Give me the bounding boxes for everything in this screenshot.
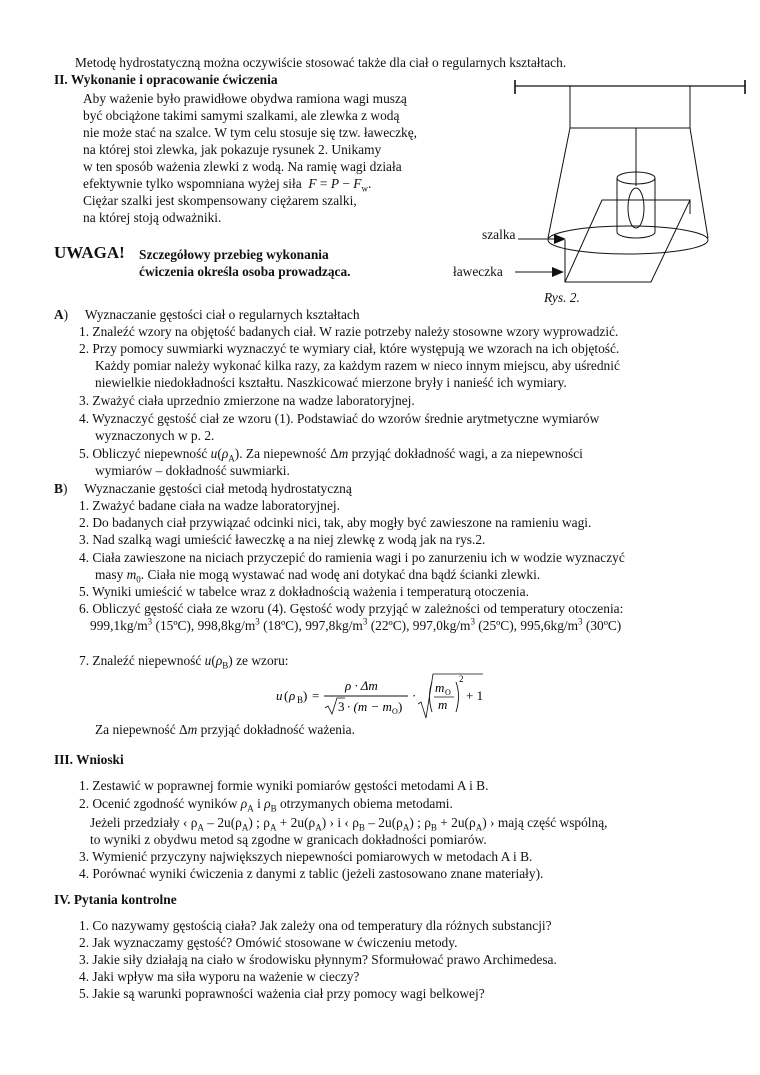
section-b-item: 5. Wyniki umieścić w tabelce wraz z dokładnością ważenia i temperaturą otoczenia. [79, 584, 529, 599]
section-2-line: na której stoją odważniki. [83, 210, 222, 225]
water-densities: $999,1kg/m^3$ (15ºC), $998,8kg/m^3$ (18ºC), $997,8kg/m^3$ (22ºC), $997,0kg/m^3$ (25ºC), $995,6kg/m^3$ (30ºC) [90, 616, 622, 633]
formula-den-sub: O [392, 707, 398, 716]
force-F: F [308, 176, 317, 191]
section-3-item: 1. Zestawić w poprawnej formie wyniki pomiarów gęstości metodami A i B. [79, 778, 489, 793]
section-3-intervals: Jeżeli przedziały ‹ $\rho_A - 2u(\rho_A)$ ; $\rho_A + 2u(\rho_A)$ › i ‹ $\rho_B - 2u(\rho_A)$ ; $\rho_B + 2u(\rho_A)$ › mają część wspólną, [90, 815, 608, 833]
formula-numerator: ρ · Δm [345, 678, 378, 693]
figure-label-szalka: szalka [482, 227, 516, 242]
section-3-heading: III. Wnioski [54, 752, 124, 767]
force-P: P [330, 176, 339, 191]
section-3-item-2-cont: to wyniki z obydwu metod są zgodne w granicach dokładności pomiarów. [90, 832, 487, 847]
section-b-item: 2. Do badanych ciał przywiązać odcinki nici, tak, aby mogły być zawieszone na ramieniu wagi. [79, 515, 592, 530]
section-a-item-5-cont: wymiarów – dokładność suwmiarki. [95, 463, 290, 478]
section-a-item: Każdy pomiar należy wykonać kilka razy, za każdym razem w nieco innym miejscu, aby uśrednić [95, 358, 620, 373]
section-a-item: 3. Zważyć ciała uprzednio zmierzone na wadze laboratoryjnej. [79, 393, 415, 408]
section-2-force-line: efektywnie tylko wspomniana wyżej siła $F = P - F_w$. [83, 176, 372, 194]
formula-lhs-u: u [276, 688, 283, 703]
section-a-item: 4. Wyznaczyć gęstość ciał ze wzoru (1). Podstawiać do wzorów średnie arytmetyczne wymiarów [79, 411, 600, 426]
section-2-line: w ten sposób ważenia zlewki z wodą. Na ramię wagi działa [83, 159, 402, 174]
section-b-letter: B [54, 481, 63, 496]
section-b-item: 6. Obliczyć gęstość ciała ze wzoru (4). Gęstość wody przyjąć w zależności od temperatury otoczenia: [79, 601, 624, 616]
formula-lhs-rho: ρ [289, 688, 296, 703]
formula-denominator: · (m − m [347, 699, 392, 714]
section-2-line: być obciążone takimi samymi szalkami, ale zlewka z wodą [83, 108, 400, 123]
svg-text:(: ( [284, 688, 289, 703]
uwaga-label: UWAGA! [54, 243, 125, 262]
uwaga-line-1: Szczegółowy przebieg wykonania [139, 247, 329, 262]
section-2-line: nie może stać na szalce. W tym celu stosuje się tzw. ławeczkę, [83, 125, 418, 140]
uwaga-line-2: ćwiczenia określa osoba prowadząca. [139, 264, 351, 279]
formula-frac-num-m: m [435, 680, 445, 695]
intro-text: Metodę hydrostatyczną można oczywiście stosować także dla ciał o regularnych kształtach. [75, 55, 567, 70]
section-3-item: 3. Wymienić przyczyny największych niepewności pomiarowych w metodach A i B. [79, 849, 533, 864]
section-4-item: 1. Co nazywamy gęstością ciała? Jak zależy ona od temperatury dla różnych substancji? [79, 918, 552, 933]
section-a-item: wyznaczonych w p. 2. [95, 428, 215, 443]
section-b-item: 3. Nad szalką wagi umieścić ławeczkę a na niej zlewkę z wodą jak na rys.2. [79, 532, 486, 547]
formula-frac-den: m [438, 697, 448, 712]
section-b-item: 4. Ciała zawieszone na niciach przyczepić do ramienia wagi i po zanurzeniu ich w wodzie wyznaczyć [79, 550, 625, 565]
section-2-line: na której stoi zlewka, jak pokazuje rysunek 2. Unikamy [83, 142, 382, 157]
formula-lhs-sub: B [297, 695, 304, 705]
figure-label-laweczka: ławeczka [453, 264, 503, 279]
section-4-item: 2. Jak wyznaczamy gęstość? Omówić stosowane w ćwiczeniu metody. [79, 935, 458, 950]
section-4-item: 3. Jakie siły działają na ciało w środowisku płynnym? Sformułować prawo Archimedesa. [79, 952, 557, 967]
section-b-item-4-cont: masy $m_0$. Ciała nie mogą wystawać nad wodę ani dotykać dna bądź ścianki zlewki. [95, 567, 541, 585]
section-b-title: Wyznaczanie gęstości ciał metodą hydrostatyczną [84, 481, 352, 496]
section-a-item: niewielkie niedokładności kształtu. Naszkicować mierzone bryły i nanieść ich wymiary. [95, 375, 567, 390]
figure-caption: Rys. 2. [544, 290, 580, 305]
section-4-heading: IV. Pytania kontrolne [54, 892, 177, 907]
section-2-line: Aby ważenie było prawidłowe obydwa ramiona wagi muszą [83, 91, 407, 106]
section-b-item: 1. Zważyć badane ciała na wadze laboratoryjnej. [79, 498, 340, 513]
section-a-letter: A [54, 307, 64, 322]
force-w-sub: w [361, 183, 368, 194]
section-2-line: efektywnie tylko wspomniana wyżej siła [83, 176, 302, 191]
svg-text:): ) [303, 688, 308, 703]
section-a-item-5: 5. Obliczyć niepewność $u(\rho_A)$. Za niepewność Δm przyjąć dokładność wagi, a za niepewności [79, 446, 583, 464]
section-a-item: 2. Przy pomocy suwmiarki wyznaczyć te wymiary ciał, które występują we wzorach na ich objętość. [79, 341, 620, 356]
section-a-heading: A) Wyznaczanie gęstości ciał o regularnych kształtach [54, 307, 360, 322]
formula-den-close: ) [398, 699, 403, 714]
section-b-item-7: 7. Znaleźć niepewność $u(\rho_B)$ ze wzoru: [79, 653, 289, 671]
section-a-title: Wyznaczanie gęstości ciał o regularnych kształtach [84, 307, 360, 322]
force-eq: = [316, 176, 331, 191]
force-Fw: F [353, 176, 362, 191]
formula-den-3: 3 [338, 699, 345, 714]
formula-eq: = [312, 688, 320, 703]
section-4-item: 5. Jakie są warunki poprawności ważenia ciał przy pomocy wagi belkowej? [79, 986, 485, 1001]
section-4-item: 4. Jaki wpływ ma siła wyporu na ważenie w cieczy? [79, 969, 360, 984]
section-b-heading: B) Wyznaczanie gęstości ciał metodą hydrostatyczną [54, 481, 352, 496]
formula-frac-num-sub: O [445, 688, 451, 697]
formula-plus-one: + 1 [466, 688, 484, 703]
section-2-heading: II. Wykonanie i opracowanie ćwiczenia [54, 72, 278, 87]
formula-exp: 2 [459, 674, 464, 684]
section-3-item: 4. Porównać wyniki ćwiczenia z danymi z tablic (jeżeli zastosowano znane materiały). [79, 866, 544, 881]
section-b-after-formula: Za niepewność Δm przyjąć dokładność ważenia. [95, 722, 355, 737]
section-a-item: 1. Znaleźć wzory na objętość badanych ciał. W razie potrzeby należy stosowne wzory wyprowadzić. [79, 324, 619, 339]
section-2-line: Ciężar szalki jest skompensowany ciężarem szalki, [83, 193, 357, 208]
formula-dot: · [412, 688, 417, 703]
force-minus: − [339, 176, 354, 191]
section-3-item-2: 2. Ocenić zgodność wyników $\rho_A$ i $\rho_B$ otrzymanych obiema metodami. [79, 796, 453, 814]
uncertainty-formula [270, 670, 500, 722]
